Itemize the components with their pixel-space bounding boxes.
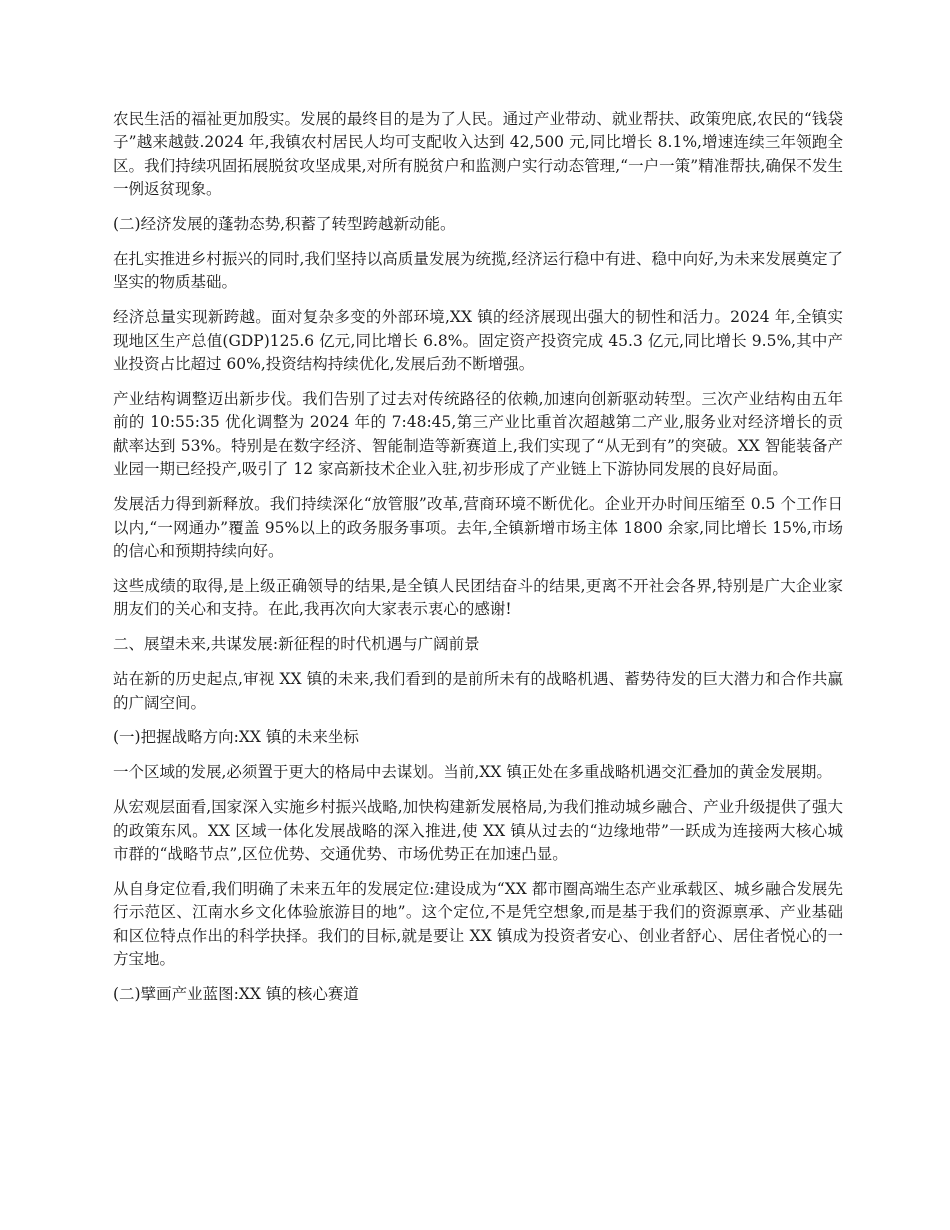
paragraph-industry-structure: 产业结构调整迈出新步伐。我们告别了过去对传统路径的依赖,加速向创新驱动转型。三次产业结构由五年前的 10:55:35 优化调整为 2024 年的 7:48:45,第三产业比重首次超越第二产业,服务业对经济增长的贡献率达到 53%。特别是在数字经济、智能制造等新赛道上,我们实现了“从无到有”的突破。XX 智能装备产业园一期已经投产,吸引了 12 家高新技术企业入驻,初步形成了产业链上下游协同发展的良好局面。 <box>113 390 843 479</box>
subsection-heading-industry: (二)擘画产业蓝图:XX 镇的核心赛道 <box>113 985 359 1004</box>
paragraph-economy-intro: 在扎实推进乡村振兴的同时,我们坚持以高质量发展为统揽,经济运行稳中有进、稳中向好,为未来发展奠定了坚实的物质基础。 <box>113 250 843 292</box>
paragraph-future-intro: 站在新的历史起点,审视 XX 镇的未来,我们看到的是前所未有的战略机遇、蓄势待发的巨大潜力和合作共赢的广阔空间。 <box>113 670 843 712</box>
paragraph-positioning: 从自身定位看,我们明确了未来五年的发展定位:建设成为“XX 都市圈高端生态产业承载区、城乡融合发展先行示范区、江南水乡文化体验旅游目的地”。这个定位,不是凭空想象,而是基于我们的资源禀承、产业基础和区位特点作出的科学抉择。我们的目标,就是要让 XX 镇成为投资者安心、创业者舒心、居住者悦心的一方宝地。 <box>113 879 843 969</box>
paragraph-gdp: 经济总量实现新跨越。面对复杂多变的外部环境,XX 镇的经济展现出强大的韧性和活力。2024 年,全镇实现地区生产总值(GDP)125.6 亿元,同比增长 6.8%。固定资产投资完成 45.3 亿元,同比增长 9.5%,其中产业投资占比超过 60%,投资结构持续优化,发展后劲不断增强。 <box>113 308 843 374</box>
section-heading-economy: (二)经济发展的蓬勃态势,积蓄了转型跨越新动能。 <box>113 215 456 234</box>
paragraph-vitality: 发展活力得到新释放。我们持续深化“放管服”改革,营商环境不断优化。企业开办时间压缩至 0.5 个工作日以内,“一网通办”覆盖 95%以上的政务服务事项。去年,全镇新增市场主体 1800 余家,同比增长 15%,市场的信心和预期持续向好。 <box>113 495 843 560</box>
subsection-heading-strategy: (一)把握战略方向:XX 镇的未来坐标 <box>113 728 359 747</box>
paragraph-strategy-intro: 一个区域的发展,必须置于更大的格局中去谋划。当前,XX 镇正处在多重战略机遇交汇叠加的黄金发展期。 <box>113 763 832 782</box>
section-heading-future: 二、展望未来,共谋发展:新征程的时代机遇与广阔前景 <box>113 635 480 654</box>
paragraph-thanks: 这些成绩的取得,是上级正确领导的结果,是全镇人民团结奋斗的结果,更离不开社会各界,特别是广大企业家朋友们的关心和支持。在此,我再次向大家表示衷心的感谢! <box>113 576 843 619</box>
document-body <box>113 108 843 1018</box>
paragraph-income: 农民生活的福祉更加殷实。发展的最终目的是为了人民。通过产业带动、就业帮扶、政策兜底,农民的“钱袋子”越来越鼓.2024 年,我镇农村居民人均可支配收入达到 42,500 元,同比增长 8.1%,增速连续三年领跑全区。我们持续巩固拓展脱贫攻坚成果,对所有脱贫户和监测户实行动态管理,“一户一策”精准帮扶,确保不发生一例返贫现象。 <box>113 110 843 199</box>
paragraph-macro: 从宏观层面看,国家深入实施乡村振兴战略,加快构建新发展格局,为我们推动城乡融合、产业升级提供了强大的政策东风。XX 区域一体化发展战略的深入推进,使 XX 镇从过去的“边缘地带”一跃成为连接两大核心城市群的“战略节点”,区位优势、交通优势、市场优势正在加速凸显。 <box>113 798 843 864</box>
